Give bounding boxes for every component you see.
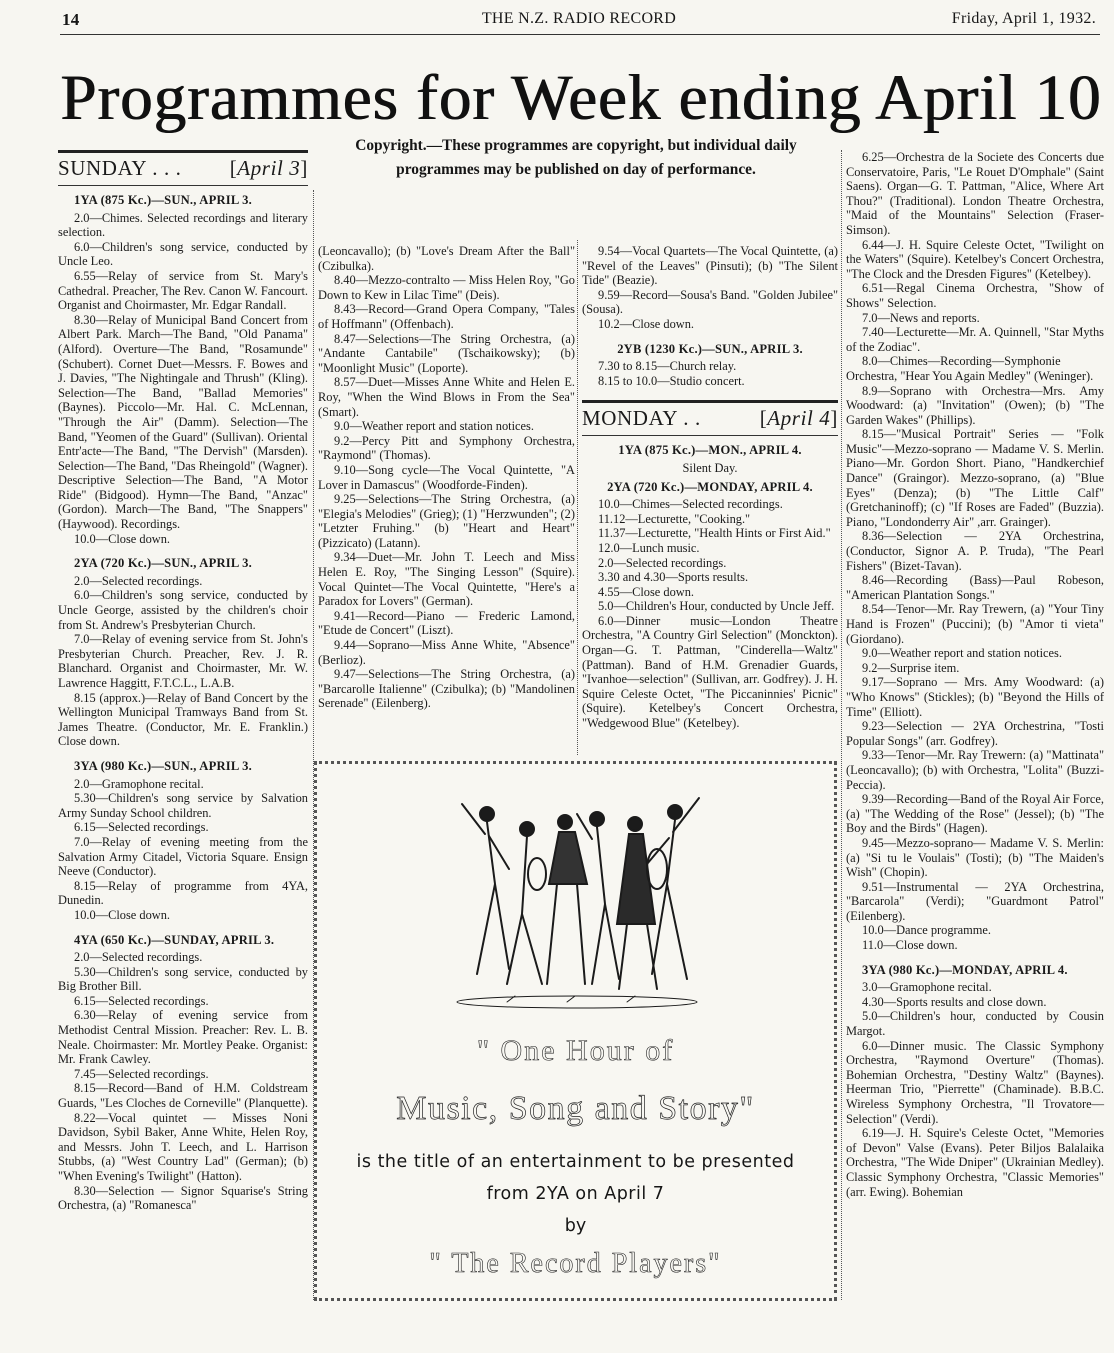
- station-heading: 1YA (875 Kc.)—SUN., APRIL 3.: [74, 193, 252, 207]
- ad-performers: " The Record Players": [429, 1248, 722, 1279]
- header-rule: [60, 34, 1100, 35]
- programme-item: 9.25—Selections—The String Orchestra, (a) "Elegia's Melodies" (Grieg); (1) "Herzwunden"; (2) "Letzter Fruhing." (b) "Heart and Heart" (Pizzicato) (Latann).: [318, 492, 575, 550]
- programme-list: [846, 980, 1104, 1199]
- musicians-illustration: [447, 774, 707, 1014]
- ad-body-3: by: [564, 1216, 587, 1236]
- ad-headline-1: " One Hour of: [476, 1034, 675, 1067]
- programme-item: 6.15—Selected recordings.: [74, 820, 209, 835]
- programme-item: 9.23—Selection — 2YA Orchestrina, "Tosti Popular Songs" (arr. Godfrey).: [846, 719, 1104, 748]
- programme-item: 8.57—Duet—Misses Anne White and Helen E. Roy, "When the Wind Blows in From the Sea" (Smart).: [318, 375, 575, 419]
- programme-item: 7.30 to 8.15—Church relay.: [598, 359, 737, 374]
- programme-item: 9.45—Mezzo-soprano— Madame V. S. Merlin: (a) "Si tu le Voulais" (Tosti); (b) "The Maiden's Wish" (Chopin).: [846, 835, 1104, 880]
- ad-body-1: is the title of an entertainment to be presented: [356, 1152, 795, 1172]
- programme-item: 9.10—Song cycle—The Vocal Quintette, "A Lover in Damascus" (Woodforde-Finden).: [318, 462, 575, 492]
- programme-item: 5.30—Children's song service by Salvation Army Sunday School children.: [58, 791, 308, 820]
- day-heading-monday: [582, 403, 838, 433]
- programme-item: 7.40—Lecturette—Mr. A. Quinnell, "Star Myths of the Zodiac".: [846, 325, 1104, 354]
- programme-list: [582, 244, 838, 332]
- programme-item: 9.0—Weather report and station notices.: [334, 419, 534, 434]
- programme-item: 8.43—Record—Grand Opera Company, "Tales of Hoffmann" (Offenbach).: [318, 302, 575, 331]
- programme-item: 6.30—Relay of evening service from Methodist Central Mission. Preacher: Rev. L. B. Neale. Choirmaster: Mr. Mortley Peake. Organist: Mr. Frank Cawley.: [58, 1008, 308, 1067]
- station-heading: 3YA (980 Kc.)—SUN., APRIL 3.: [74, 758, 252, 773]
- programme-list: [846, 150, 1104, 953]
- publication-title: THE N.Z. RADIO RECORD: [481, 10, 677, 27]
- issue-date: Friday, April 1, 1932.: [951, 10, 1096, 27]
- programme-item: 10.0—Dance programme.: [862, 923, 992, 938]
- programme-item: 6.0—Dinner music—London Theatre Orchestra, "A Country Girl Selection" (Monckton). Organ—G. T. Pattman, "Cinderella—Waltz" (Pattman). Band of H.M. Grenadier Guards, "Ivanhoe—selection" (Sullivan, arr. Godfrey). J. H. Squire Celeste Octet, "The Piccaninnies' Picnic" (Squire). Ketelbey's Concert Orchestra, "Wedgewood Blue" (Ketelbey).: [582, 613, 838, 731]
- programme-item: 9.34—Duet—Mr. John T. Leech and Miss Helen E. Roy, "The Singing Lesson" (Squire). Vocal Quintet—The Vocal Quintette, "Here's a Paradox for Lovers" (German).: [318, 550, 575, 609]
- programme-item: 6.25—Orchestra de la Societe des Concerts due Conservatoire, Paris, "Le Rouet D'Omphale" (Saint Saens). Organ—G. T. Pattman, "Alice, Where Art Thou?" (Traditional). London Theatre Orchestra, "Maid of the Mountains" Selection (Fraser-Simson).: [846, 150, 1104, 237]
- programme-item: 7.0—News and reports.: [862, 310, 980, 325]
- station-heading: 3YA (980 Kc.)—MONDAY, APRIL 4.: [862, 962, 1068, 977]
- programme-item: 7.45—Selected recordings.: [74, 1066, 209, 1081]
- programme-item: 9.39—Recording—Band of the Royal Air Force, (a) "The Wedding of the Rose" (Jessel); (b) "The Boy and the Birds" (Hagen).: [846, 792, 1104, 836]
- programme-item: 8.54—Tenor—Mr. Ray Trewern, (a) "Your Tiny Hand is Frozen" (Puccini); (b) "Amor ti vieta" (Giordano).: [846, 602, 1104, 646]
- programme-item: 7.0—Relay of evening meeting from the Salvation Army Citadel, Victoria Square. Ensign Neeve (Conductor).: [58, 834, 308, 879]
- programme-item: 3.30 and 4.30—Sports results.: [598, 570, 749, 585]
- programme-item: 2.0—Selected recordings.: [74, 573, 203, 588]
- day-name: SUNDAY . . .: [58, 156, 182, 180]
- day-date: [ April 4 ]: [760, 403, 838, 433]
- programme-item: 8.30—Relay of Municipal Band Concert from Albert Park. March—The Band, "Old Panama" (Alford). Overture—The Band, "Rosamunde" (Schubert). Cornet Duet—Messrs. F. Bowes and J. Davies, "The Nightingale and Thrush" (Kling). Selection—The Band, "Ballad Memories" (Baynes). Piccolo—Mr. Hal. C. McLennan, "Through the Air" (Damm). Selection—The Band, "Yeomen of the Guard" (Sullivan). Oriental Entr'acte—The Band, "The Dervish" (Marsden). Selection—The Band, "Das Rheingold" (Wagner). Descriptive Selection—The Band, "A Motor Ride" (Bidgood). Hymn—The Band, "Anzac" (Gordon). March—The Band, "The Snappers" (Haywood). Recordings.: [58, 312, 308, 532]
- programme-item: 9.33—Tenor—Mr. Ray Trewern: (a) "Mattinata" (Leoncavallo); (b) with Orchestra, "Lolita" (Buzzi-Peccia).: [846, 748, 1104, 792]
- programme-list: [582, 497, 838, 731]
- programme-list: [58, 211, 308, 547]
- programme-list: [58, 777, 308, 923]
- page-title: Programmes for Week ending April 10: [60, 62, 1102, 134]
- programme-item: 9.59—Record—Sousa's Band. "Golden Jubilee" (Sousa).: [582, 287, 838, 317]
- programme-item: 11.37—Lecturette, "Health Hints or First Aid.": [598, 526, 831, 541]
- programme-item: 4.30—Sports results and close down.: [862, 994, 1047, 1009]
- programme-item: 9.2—Surprise item.: [862, 660, 960, 675]
- programme-item: 10.0—Close down.: [74, 531, 171, 546]
- programme-item: 2.0—Gramophone recital.: [74, 776, 204, 791]
- programme-item: 11.0—Close down.: [862, 938, 958, 953]
- programme-item: 8.15 (approx.)—Relay of Band Concert by the Wellington Municipal Tramways Band from St. James Theatre. (Conductor, Mr. E. Franklin.) Close down.: [58, 690, 308, 749]
- column-divider: [841, 150, 842, 1300]
- programme-item: 8.46—Recording (Bass)—Paul Robeson, "American Plantation Songs.": [846, 573, 1104, 602]
- programme-item: 9.51—Instrumental — 2YA Orchestrina, "Barcarola" (Verdi); "Guardmont Patrol" (Eilenberg).: [846, 879, 1104, 923]
- programme-item: 10.0—Close down.: [74, 907, 171, 922]
- programme-item: 2.0—Selected recordings.: [598, 555, 727, 570]
- programme-item: 12.0—Lunch music.: [598, 540, 700, 555]
- programme-item: 4.55—Close down.: [598, 584, 695, 599]
- column-3: [582, 244, 838, 731]
- programme-item: 11.12—Lecturette, "Cooking.": [598, 511, 751, 526]
- programme-item: 9.2—Percy Pitt and Symphony Orchestra, "Raymond" (Thomas).: [318, 433, 575, 463]
- running-header: [62, 10, 1096, 32]
- programme-item: 6.51—Regal Cinema Orchestra, "Show of Shows" Selection.: [846, 281, 1104, 310]
- station-heading: 4YA (650 Kc.)—SUNDAY, APRIL 3.: [74, 932, 275, 947]
- programme-item: 6.55—Relay of service from St. Mary's Cathedral. Preacher, The Rev. Canon W. Fancourt. Organist and Choirmaster, Mr. Edgar Randall.: [58, 268, 309, 313]
- programme-item: 8.15—Record—Band of H.M. Coldstream Guards, "Les Cloches de Corneville" (Planquette).: [58, 1081, 308, 1111]
- programme-item: 6.0—Dinner music. The Classic Symphony Orchestra, "Raymond Overture" (Thomas). Bohemian Orchestra, "Destiny Waltz" (Baynes). Heerman Trio, "Pierrette" (Chaminade). B.B.C. Wireless Symphony Orchestra, "Il Trovatore—Selection" (Verdi).: [846, 1038, 1104, 1126]
- column-2: [318, 244, 575, 711]
- station-heading: 1YA (875 Kc.)—MON., APRIL 4.: [618, 443, 802, 458]
- station-heading: 2YA (720 Kc.)—SUN., APRIL 3.: [74, 556, 252, 571]
- day-date: [ April 3 ]: [230, 153, 308, 183]
- programme-item: 6.0—Children's song service, conducted by Uncle Leo.: [58, 239, 308, 269]
- programme-list: [58, 574, 308, 749]
- page-number: 14: [62, 10, 80, 29]
- programme-item: 3.0—Gramophone recital.: [862, 980, 992, 995]
- programme-item: 9.44—Soprano—Miss Anne White, "Absence" (Berlioz).: [318, 638, 575, 667]
- programme-item: 9.17—Soprano — Mrs. Amy Woodward: (a) "Who Knows" (Stickles); (b) "Beyond the Hills of Time" (Elliott).: [846, 675, 1104, 719]
- programme-item: 7.0—Relay of evening service from St. John's Presbyterian Church. Preacher, Rev. J. R. Blanchard. Organist and Choirmaster, Mr. W. Lawrence Haggitt, F.T.C.L., L.A.B.: [58, 632, 308, 690]
- programme-item: 10.0—Chimes—Selected recordings.: [598, 497, 783, 512]
- programme-item: (Leoncavallo); (b) "Love's Dream After the Ball" (Czibulka).: [318, 244, 575, 273]
- day-rule: [582, 435, 838, 436]
- programme-list: [318, 244, 575, 711]
- programme-item: 8.22—Vocal quintet — Misses Noni Davidson, Sybil Baker, Anne White, Helen Roy, and Messrs. John T. Leech, and L. Harrison Stubbs, (a) "West Country Lad" (German); (b) "When Evening's Twilight" (Hatton).: [58, 1110, 308, 1183]
- column-1: [58, 150, 308, 1213]
- silent-day-note: Silent Day.: [682, 460, 738, 475]
- programme-item: 8.36—Selection — 2YA Orchestrina, (Conductor, Signor A. P. Truda), "The Pearl Fishers" (Bizet-Tavan).: [846, 529, 1104, 573]
- programme-item: 8.40—Mezzo-contralto — Miss Helen Roy, "Go Down to Kew in Lilac Time" (Deis).: [318, 273, 575, 302]
- programme-item: 8.9—Soprano with Orchestra—Mrs. Amy Woodward: (a) "Invitation" (Owen); (b) "The Garden Wakes" (Phillips).: [846, 383, 1104, 427]
- programme-item: 8.15—"Musical Portrait" Series — "Folk Music"—Mezzo-soprano — Madame V. S. Merlin. Piano—Mr. Gordon Short. Piano, "Handkerchief Dance" (Graingor). Mezzo-soprano, (a) "Blue Eyes" (Denza); (b) "The Little Calf" (Gretchaninoff); (c) "If Roses are Faded" (Buzzia). Piano, "Londonderry Air" ,arr. Grainger).: [846, 427, 1104, 529]
- programme-item: 9.41—Record—Piano — Frederic Lamond, "Etude de Concert" (Liszt).: [318, 608, 575, 638]
- programme-item: 5.30—Children's song service, conducted by Big Brother Bill.: [58, 964, 308, 994]
- station-heading: 2YA (720 Kc.)—MONDAY, APRIL 4.: [607, 479, 813, 494]
- programme-item: 5.0—Children's hour, conducted by Cousin Margot.: [846, 1009, 1104, 1039]
- day-rule: [58, 185, 308, 186]
- programme-item: 6.44—J. H. Squire Celeste Octet, "Twilight on the Waters" (Squire). Ketelbey's Concert Orchestra, "The Clock and the Dresden Figures" (Ketelbey).: [846, 237, 1104, 281]
- programme-item: 6.0—Children's song service, conducted by Uncle George, assisted by the children's choir from St. Andrew's Presbyterian Church.: [58, 588, 308, 632]
- programme-item: 9.0—Weather report and station notices.: [862, 646, 1062, 661]
- programme-item: 9.54—Vocal Quartets—The Vocal Quintette, (a) "Revel of the Leaves" (Pinsuti); (b) "The Silent Tide" (Beazie).: [582, 244, 838, 288]
- programme-item: 10.2—Close down.: [598, 316, 695, 331]
- station-heading: 2YB (1230 Kc.)—SUN., APRIL 3.: [617, 341, 803, 356]
- ad-body-2: from 2YA on April 7: [486, 1184, 665, 1204]
- column-divider: [577, 240, 578, 755]
- column-4: [846, 150, 1104, 1199]
- day-name: MONDAY . .: [582, 406, 701, 431]
- copyright-notice: Copyright.—These programmes are copyright, but individual daily programmes may be published on day of performance.: [355, 137, 797, 178]
- programme-item: 9.47—Selections—The String Orchestra, (a) "Barcarolle Italienne" (Czibulka); (b) "Mandolinen Serenade" (Eilenberg).: [318, 667, 575, 711]
- day-heading-sunday: [58, 153, 308, 183]
- programme-list: [58, 950, 308, 1213]
- programme-item: 2.0—Selected recordings.: [74, 950, 203, 965]
- programme-list: [582, 359, 838, 388]
- programme-item: 6.15—Selected recordings.: [74, 993, 209, 1008]
- programme-item: 8.15 to 10.0—Studio concert.: [598, 373, 745, 388]
- advertisement-box: [314, 761, 837, 1301]
- ad-headline-2: Music, Song and Story": [396, 1090, 755, 1127]
- programme-item: 8.15—Relay of programme from 4YA, Dunedin.: [58, 878, 308, 908]
- programme-item: 8.30—Selection — Signor Squarise's String Orchestra, (a) "Romanesca": [58, 1183, 308, 1213]
- programme-item: 8.0—Chimes—Recording—Symphonie Orchestra, "Hear You Again Medley" (Weninger).: [846, 354, 1094, 383]
- programme-item: 2.0—Chimes. Selected recordings and literary selection.: [58, 210, 308, 240]
- programme-item: 8.47—Selections—The String Orchestra, (a) "Andante Cantabile" (Tschaikowsky); (b) "Moonlight Music" (Loporte).: [318, 331, 575, 375]
- programme-item: 5.0—Children's Hour, conducted by Uncle Jeff.: [598, 599, 835, 614]
- programme-item: 6.19—J. H. Squire's Celeste Octet, "Memories of Devon" Valse (Evans). Peter Biljos Balalaika Orchestra, "The Wide Dniper" (Ukrainian Medley). Classic Symphony Orchestra, "Classic Memories" (arr. Ewing). Bohemian: [846, 1126, 1104, 1199]
